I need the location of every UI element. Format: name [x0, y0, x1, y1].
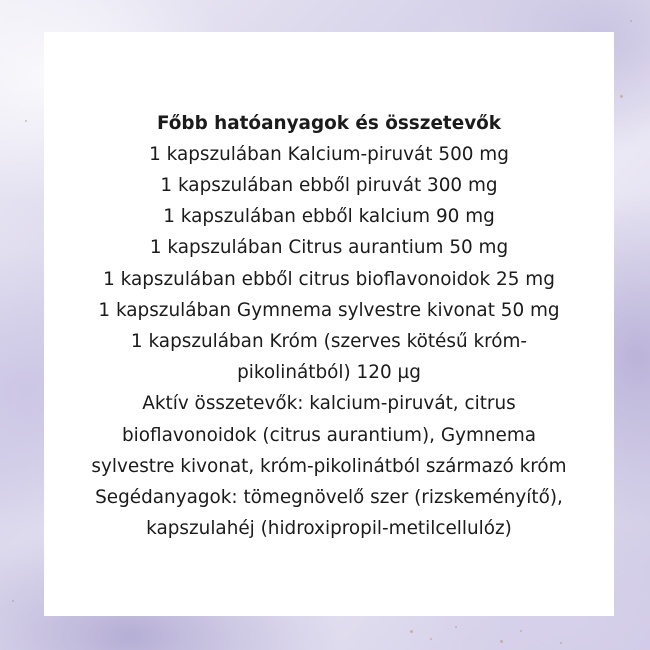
gold-speck [520, 630, 522, 632]
ingredient-line: pikolinátból) 120 µg [237, 362, 421, 384]
active-ingredients-line: sylvestre kivonat, króm-pikolinátból származó króm [91, 455, 567, 477]
active-ingredients-line: bioflavonoidok (citrus aurantium), Gymnema [121, 424, 537, 446]
ingredient-line: 1 kapszulában Kalcium-piruvát 500 mg [149, 143, 509, 165]
gold-speck [25, 120, 27, 122]
gold-speck [560, 642, 562, 644]
ingredient-line: 1 kapszulában Citrus aurantium 50 mg [149, 237, 509, 259]
ingredients-text [44, 108, 614, 545]
gold-speck [410, 630, 413, 633]
gold-speck [620, 95, 623, 98]
gold-speck [630, 20, 632, 22]
ingredients-card [44, 32, 614, 616]
ingredient-line: 1 kapszulában ebből citrus bioflavonoidok 25 mg [103, 268, 555, 290]
excipients-line: Segédanyagok: tömegnövelő szer (rizskeményítő), [95, 487, 563, 509]
ingredient-line: 1 kapszulában ebből piruvát 300 mg [160, 174, 498, 196]
ingredient-line: 1 kapszulában Gymnema sylvestre kivonat 50 mg [98, 299, 560, 321]
gold-speck [500, 640, 503, 643]
active-ingredients-line: Aktív összetevők: kalcium-piruvát, citrus [142, 393, 516, 415]
ingredients-title: Főbb hatóanyagok és összetevők [156, 112, 502, 134]
excipients-line: kapszulahéj (hidroxipropil-metilcellulóz) [146, 518, 512, 540]
gold-speck [430, 638, 432, 640]
gold-speck [455, 626, 457, 628]
ingredient-line: 1 kapszulában ebből kalcium 90 mg [163, 206, 495, 228]
ingredient-line: 1 kapszulában Króm (szerves kötésű króm- [130, 331, 528, 352]
gold-speck [12, 600, 14, 602]
